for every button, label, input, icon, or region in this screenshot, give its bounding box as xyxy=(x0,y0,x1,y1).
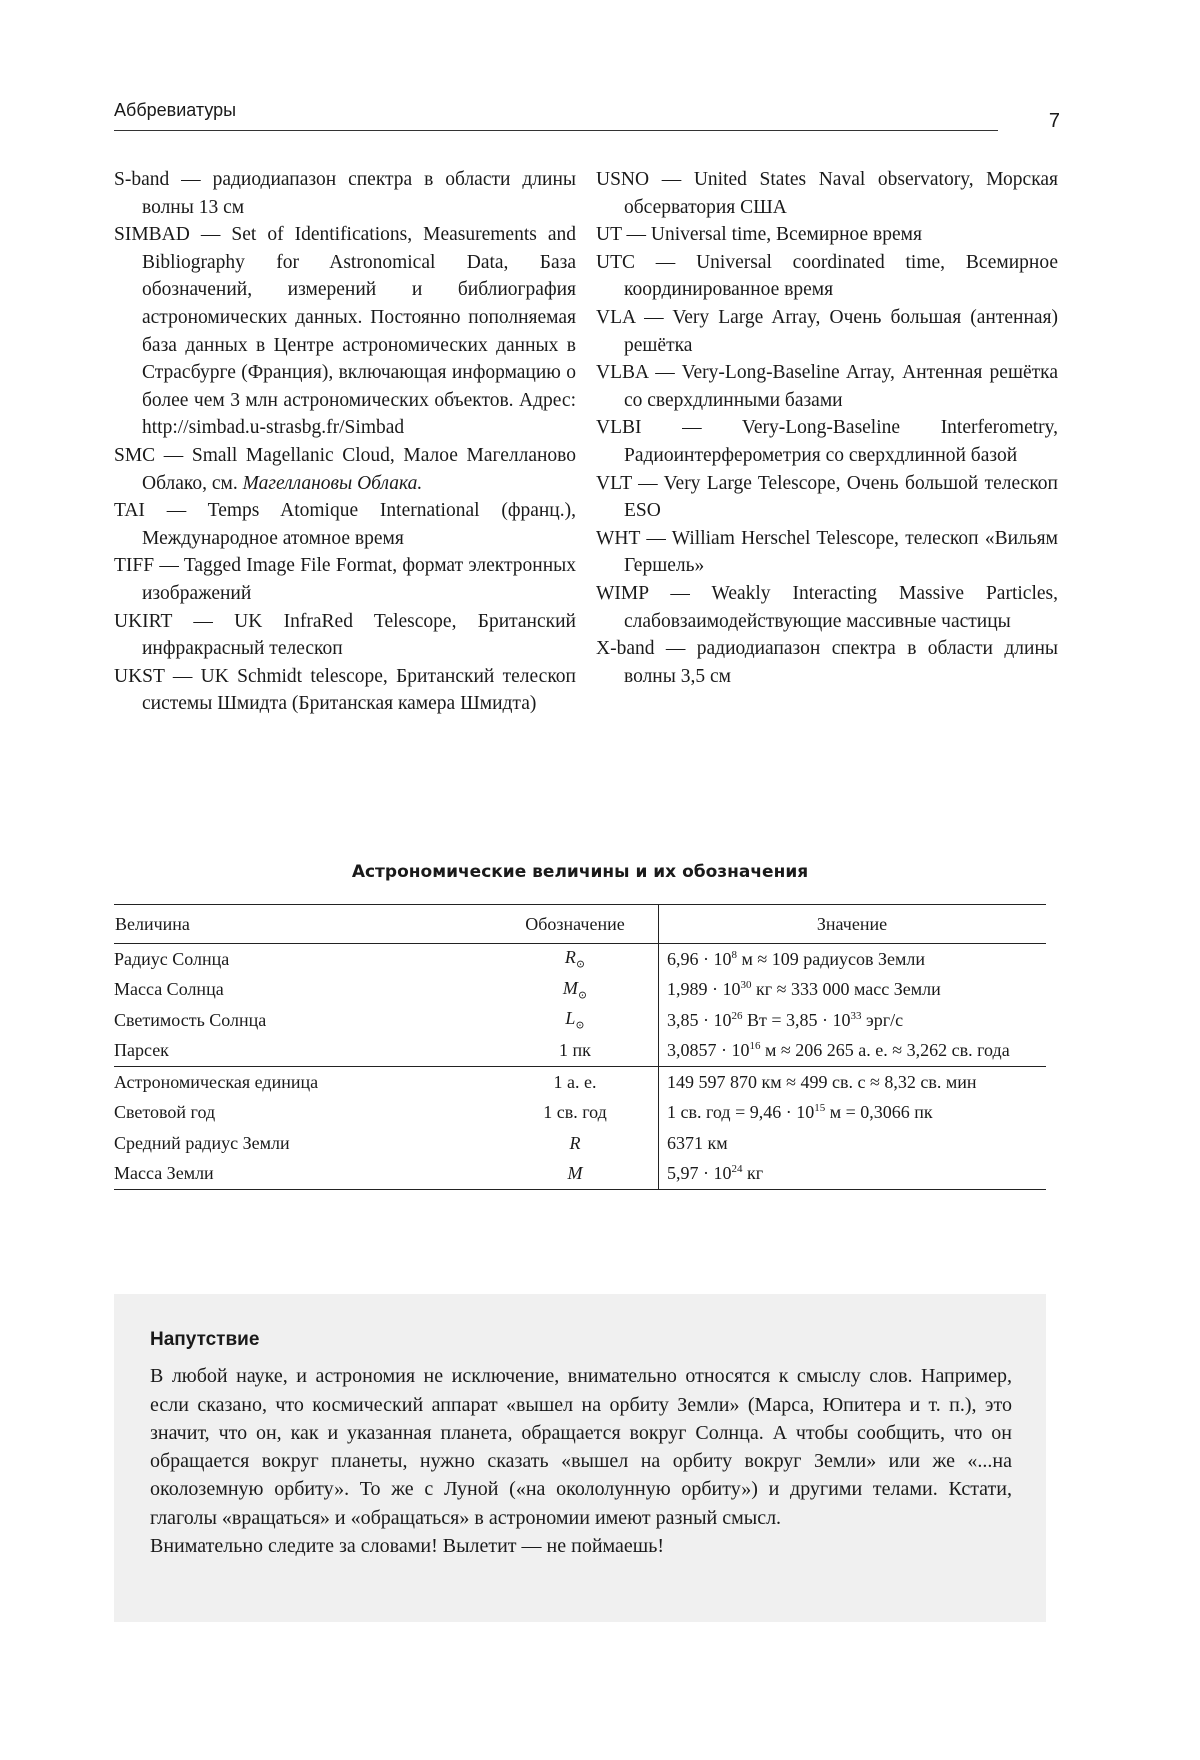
abbreviation-entry: UT — Universal time, Всемирное время xyxy=(596,224,922,246)
section-title: Аббревиатуры xyxy=(114,100,237,120)
symbol: 1 а. е. xyxy=(553,1071,597,1092)
column-header-symbol: Обозначение xyxy=(492,905,659,944)
value-text: 3,0857 · 10 xyxy=(667,1040,750,1061)
symbol-cell xyxy=(492,975,659,1006)
symbol-cell xyxy=(492,1128,659,1159)
quantity-cell: Светимость Солнца xyxy=(114,1009,267,1030)
exponent: 33 xyxy=(850,1009,862,1022)
value-text: м = 0,3066 пк xyxy=(825,1102,933,1123)
value-text: 1,989 · 10 xyxy=(667,979,741,1000)
abbreviation-entry: USNO — United States Naval observatory, Морская обсерватория США xyxy=(596,169,1058,218)
symbol-cell xyxy=(492,1067,659,1098)
exponent: 16 xyxy=(749,1040,761,1053)
advice-title: Напутствие xyxy=(150,1329,260,1350)
abbreviation-entry: VLBI — Very-Long-Baseline Interferometry, Радиоинтерферометрия со сверхдлинной базой xyxy=(596,417,1058,466)
value-cell xyxy=(659,1098,1047,1129)
value-cell xyxy=(659,1067,1047,1098)
quantity-cell: Парсек xyxy=(114,1036,492,1067)
value-cell xyxy=(659,1159,1047,1190)
symbol: L xyxy=(565,1008,576,1029)
value-cell xyxy=(659,1005,1047,1036)
abbreviation-entry: VLT — Very Large Telescope, Очень большой телескоп ESO xyxy=(596,472,1058,522)
quantity-cell: Масса Солнца xyxy=(114,979,224,1000)
abbreviation-entry: WIMP — Weakly Interacting Massive Particles, слабовзаимодействующие массивные частицы xyxy=(596,582,1058,632)
table-header-row xyxy=(114,905,1046,944)
abbreviation-entry: S-band — радиодиапазон спектра в области длины волны 13 см xyxy=(114,169,576,218)
value-text: Вт = 3,85 · 10 xyxy=(742,1009,851,1030)
symbol-cell xyxy=(492,1159,659,1190)
abbreviation-entry: WHT — William Herschel Telescope, телескоп «Вильям Гершель» xyxy=(596,527,1058,577)
table-row xyxy=(114,1128,1046,1159)
symbol: 1 св. год xyxy=(543,1102,607,1123)
abbreviation-entry: X-band — радиодиапазон спектра в области длины волны 3,5 см xyxy=(596,638,1058,687)
value-text: 149 597 870 км ≈ 499 св. с ≈ 8,32 св. мин xyxy=(667,1071,977,1092)
quantity-cell: Радиус Солнца xyxy=(114,948,230,969)
table-row xyxy=(114,1098,1046,1129)
sun-symbol-subscript: ⊙ xyxy=(575,1020,585,1033)
exponent: 24 xyxy=(731,1163,743,1176)
table-row xyxy=(114,1005,1046,1036)
quantity-cell: Астрономическая единица xyxy=(114,1071,319,1092)
abbreviations-right-column xyxy=(596,166,1058,690)
value-text: 3,85 · 10 xyxy=(667,1009,732,1030)
value-cell xyxy=(659,1128,1047,1159)
quantity-cell: Световой год xyxy=(114,1102,216,1123)
sun-symbol-subscript: ⊙ xyxy=(575,959,586,972)
running-header xyxy=(114,100,998,131)
value-cell xyxy=(659,1036,1047,1067)
value-text: 6,96 · 10 xyxy=(667,948,732,969)
symbol-cell xyxy=(492,1098,659,1129)
abbreviation-entry: UKST — UK Schmidt telescope, Британский телескоп системы Шмидта (Британская камера Шмидта) xyxy=(114,665,576,715)
quantity-cell: Масса Земли xyxy=(114,1159,492,1190)
abbreviation-entry: TAI — Temps Atomique International (франц.), Международное атомное время xyxy=(114,500,576,549)
exponent: 8 xyxy=(731,948,737,961)
advice-body xyxy=(150,1362,1012,1560)
abbreviation-entry: VLBA — Very-Long-Baseline Array, Антенная решётка со сверхдлинными базами xyxy=(596,362,1058,411)
abbreviation-entry: SIMBAD — Set of Identifications, Measurements and Bibliography for Astronomical Data, База обозначений, измерений и библиография астрономических данных. Постоянно пополняемая база данных в Центре астрономических данных в Страсбурге (Франция), включающая информацию о более чем 3 млн астрономических объектов. Адрес: http://simbad.u-strasbg.fr/Simbad xyxy=(114,224,576,439)
abbreviation-entry: VLA — Very Large Array, Очень большая (антенная) решётка xyxy=(596,306,1058,356)
value-text: кг ≈ 333 000 масс Земли xyxy=(751,979,941,1000)
value-cell xyxy=(659,944,1047,975)
symbol: 1 пк xyxy=(559,1040,591,1061)
value-text: 6371 км xyxy=(667,1132,728,1153)
table-title: Астрономические величины и их обозначения xyxy=(351,862,809,882)
table-row xyxy=(114,944,1046,975)
symbol-cell xyxy=(492,1005,659,1036)
abbreviation-entry: UKIRT — UK InfraRed Telescope, Британский инфракрасный телескоп xyxy=(114,610,576,660)
table-row xyxy=(114,975,1046,1006)
value-text: 5,97 · 10 xyxy=(667,1163,732,1184)
column-header-quantity: Величина xyxy=(114,905,492,944)
value-text: 1 св. год = 9,46 · 10 xyxy=(667,1102,815,1123)
table-row xyxy=(114,1067,1046,1098)
cross-reference: Магеллановы Облака. xyxy=(242,472,423,494)
symbol: M xyxy=(567,1163,583,1184)
abbreviations-left-column xyxy=(114,166,576,718)
advice-paragraph: Внимательно следите за словами! Вылетит — не поймаешь! xyxy=(150,1535,664,1558)
advice-box xyxy=(114,1294,1046,1622)
page-number: 7 xyxy=(1048,110,1060,132)
value-text: эрг/с xyxy=(861,1009,904,1030)
sun-symbol-subscript: ⊙ xyxy=(577,989,588,1002)
symbol-cell xyxy=(492,944,659,975)
column-header-value: Значение xyxy=(659,905,1047,944)
quantity-cell: Средний радиус Земли xyxy=(114,1132,290,1153)
abbreviation-entry: TIFF — Tagged Image File Format, формат электронных изображений xyxy=(114,555,576,604)
symbol-cell xyxy=(492,1036,659,1067)
table-body xyxy=(114,944,1046,1190)
astronomical-quantities-table xyxy=(114,904,1046,1190)
exponent: 30 xyxy=(740,979,752,992)
advice-paragraph: В любой науке, и астрономия не исключение, внимательно относятся к смыслу слов. Например, если сказано, что космический аппарат «вышел на орбиту Земли» (Марса, Юпитера и т. п.), это значит, что он, как и указанная планета, обращается вокруг Солнца. А чтобы сообщить, что он обращается вокруг планеты, нужно сказать «вышел на орбиту вокруг Земли» или же «...на околоземную орбиту». То же с Луной («на окололунную орбиту») и другими телами. Кстати, глаголы «вращаться» и «обращаться» в астрономии имеют разный смысл. xyxy=(150,1365,1012,1529)
abbreviation-entry: UTC — Universal coordinated time, Всемирное координированное время xyxy=(596,251,1058,301)
value-text: кг xyxy=(742,1163,764,1184)
symbol: R xyxy=(564,947,576,968)
value-text: м ≈ 206 265 а. е. ≈ 3,262 св. года xyxy=(760,1040,1010,1061)
table-row xyxy=(114,1159,1046,1190)
table-row xyxy=(114,1036,1046,1067)
exponent: 26 xyxy=(731,1009,743,1022)
value-cell xyxy=(659,975,1047,1006)
symbol: M xyxy=(562,977,578,998)
value-text: м ≈ 109 радиусов Земли xyxy=(737,948,926,969)
abbreviation-entry: SMC — Small Magellanic Cloud, Малое Магелланово Облако, см. Магеллановы Облака. xyxy=(114,444,576,494)
exponent: 15 xyxy=(814,1102,826,1115)
symbol: R xyxy=(569,1132,581,1153)
